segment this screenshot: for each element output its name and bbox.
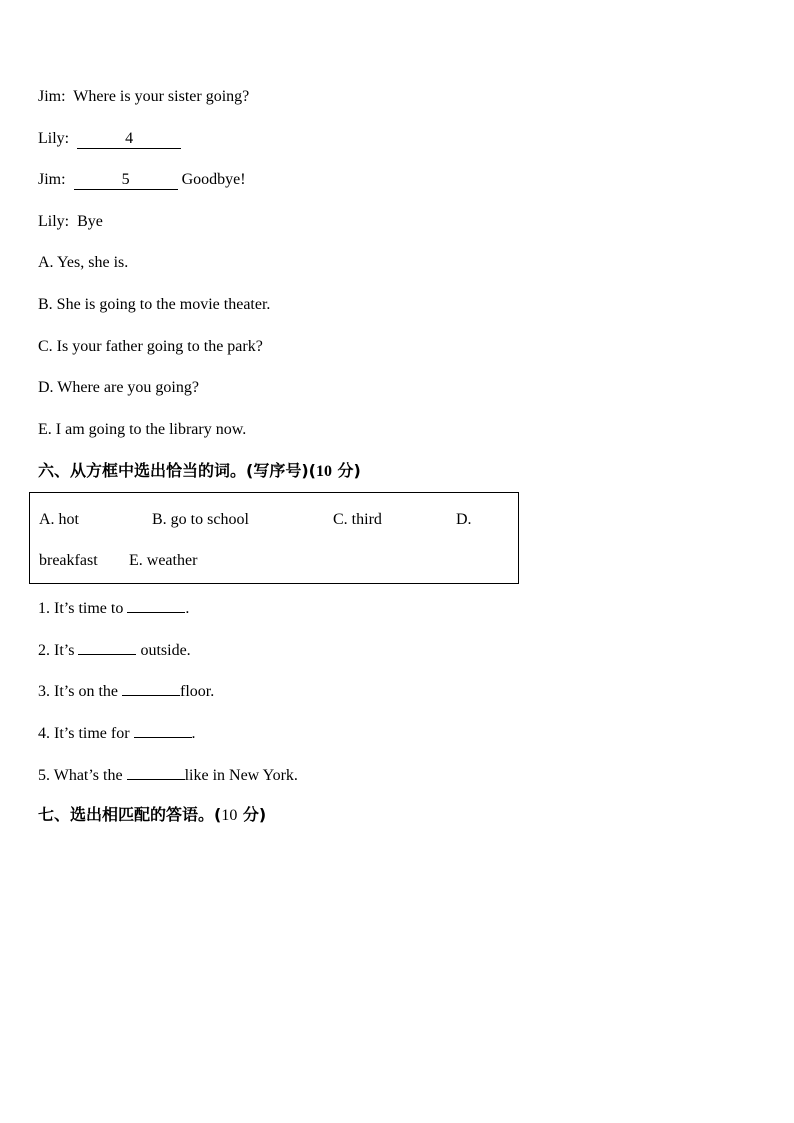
- question-text: 5. What’s the: [38, 767, 127, 784]
- answer-blank: [78, 640, 136, 655]
- section-score: 10: [221, 807, 238, 824]
- question-text: outside.: [140, 642, 191, 659]
- question-text: 3. It’s on the: [38, 683, 122, 700]
- question-text: .: [191, 725, 196, 742]
- section-score: 10: [315, 463, 332, 480]
- question-5: [38, 765, 298, 786]
- option-d: D. Where are you going?: [38, 379, 199, 396]
- section-unit: 分): [242, 805, 267, 824]
- question-text: .: [185, 600, 190, 617]
- question-text: 4. It’s time for: [38, 725, 134, 742]
- speaker: Lily:: [38, 130, 70, 147]
- word-d-letter: D.: [456, 511, 472, 528]
- word-e: E. weather: [129, 552, 198, 569]
- answer-blank: [134, 723, 192, 738]
- section-title: 七、选出相匹配的答语。(: [38, 805, 222, 824]
- dialogue-line-2: [38, 129, 181, 149]
- section-6-heading: [38, 461, 361, 482]
- word-c: C. third: [333, 511, 382, 528]
- option-b: B. She is going to the movie theater.: [38, 296, 271, 313]
- word-d: breakfast: [39, 552, 98, 569]
- question-text: 1. It’s time to: [38, 600, 128, 617]
- answer-blank: [127, 765, 185, 780]
- dialogue-text: Bye: [77, 213, 103, 230]
- question-3: [38, 681, 214, 702]
- dialogue-line-4: [38, 212, 103, 232]
- dialogue-text: Where is your sister going?: [73, 88, 250, 105]
- speaker: Lily:: [38, 213, 70, 230]
- speaker: Jim:: [38, 88, 66, 105]
- section-unit: 分): [337, 461, 361, 480]
- word-a: A. hot: [39, 511, 79, 528]
- dialogue-line-3: [38, 170, 246, 190]
- speaker: Jim:: [38, 171, 66, 188]
- word-box: [29, 492, 519, 584]
- option-a: A. Yes, she is.: [38, 254, 129, 271]
- question-2: [38, 640, 191, 661]
- option-e: E. I am going to the library now.: [38, 421, 247, 438]
- answer-blank-5: 5: [74, 171, 178, 190]
- section-7-heading: [38, 805, 266, 826]
- word-b: B. go to school: [152, 511, 249, 528]
- answer-blank: [122, 681, 180, 696]
- question-4: [38, 723, 196, 744]
- question-text: like in New York.: [184, 767, 298, 784]
- answer-blank-4: 4: [77, 130, 181, 149]
- dialogue-line-1: [38, 87, 249, 107]
- question-text: floor.: [180, 683, 215, 700]
- option-c: C. Is your father going to the park?: [38, 338, 263, 355]
- question-1: [38, 598, 189, 619]
- dialogue-text: Goodbye!: [181, 171, 246, 188]
- section-title: 六、从方框中选出恰当的词。(写序号)(: [38, 461, 316, 480]
- question-text: 2. It’s: [38, 642, 79, 659]
- answer-blank: [127, 598, 185, 613]
